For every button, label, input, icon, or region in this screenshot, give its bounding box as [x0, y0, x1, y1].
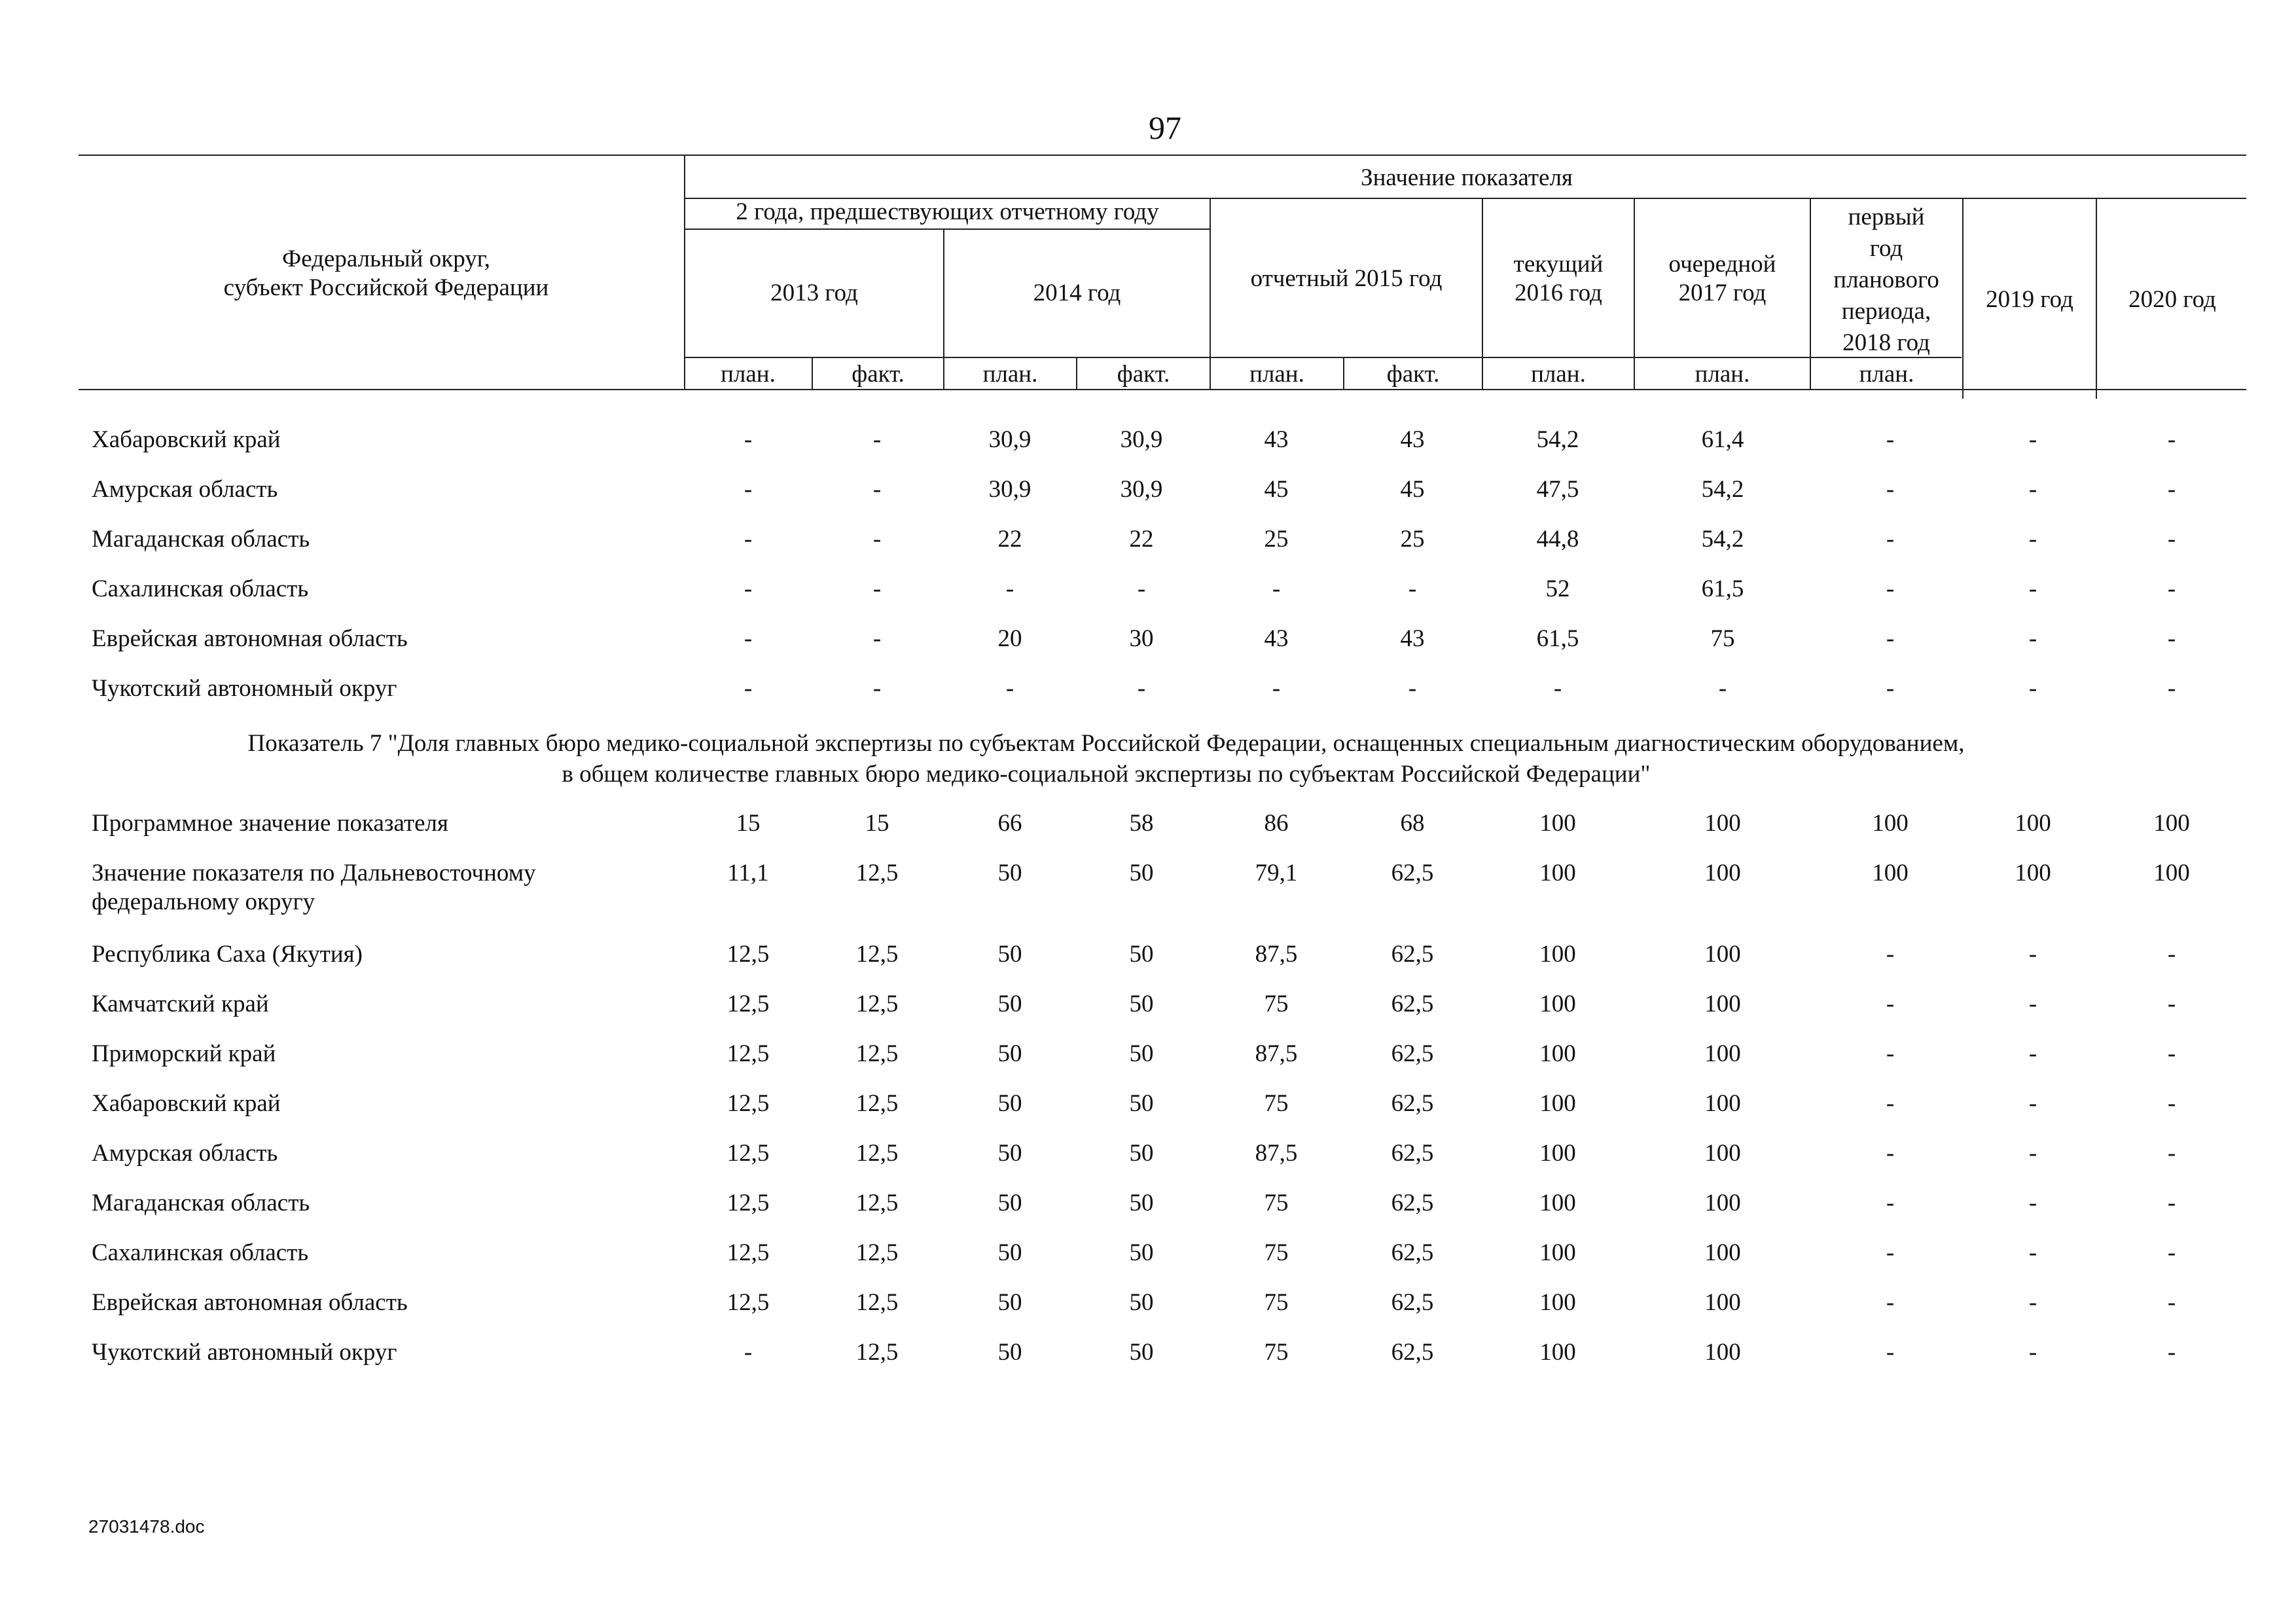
- cell-2020: -: [2167, 1239, 2176, 1266]
- cell-2020: 100: [2153, 810, 2190, 837]
- cell-2019: -: [2028, 526, 2037, 553]
- next-2017-header: очередной 2017 год: [1668, 251, 1776, 306]
- cell-2014-plan: 30,9: [988, 476, 1031, 503]
- cell-2016-plan: 52: [1545, 575, 1570, 602]
- header-bottom-rule: [79, 389, 2246, 390]
- cell-2017-plan: 75: [1710, 625, 1735, 652]
- cell-2014-plan: 50: [997, 941, 1022, 968]
- cell-2015-fact: 62,5: [1391, 1140, 1434, 1167]
- cell-2013-plan: -: [744, 675, 753, 702]
- cell-2019: -: [2028, 476, 2037, 503]
- cell-2019: -: [2028, 1289, 2037, 1316]
- row-label: Еврейская автономная область: [92, 1289, 408, 1316]
- cell-2015-plan: 43: [1264, 625, 1289, 652]
- cell-2018-plan: -: [1886, 476, 1895, 503]
- cell-2019: -: [2028, 575, 2037, 602]
- cell-2016-plan: 100: [1539, 1090, 1576, 1117]
- cell-2014-fact: 50: [1129, 941, 1154, 968]
- cell-2017-plan: 100: [1704, 1289, 1741, 1316]
- cell-2020: -: [2167, 1140, 2176, 1167]
- cell-2016-plan: 100: [1539, 810, 1576, 837]
- cell-2020: -: [2167, 575, 2176, 602]
- cell-2020: -: [2167, 625, 2176, 652]
- row-label: Программное значение показателя: [92, 810, 449, 837]
- region-name: Амурская область: [92, 476, 278, 503]
- cell-2019: 100: [2015, 860, 2051, 886]
- cell-2013-fact: 12,5: [855, 1339, 899, 1366]
- cell-2017-plan: 100: [1704, 1090, 1741, 1117]
- cell-2016-plan: 100: [1539, 1040, 1576, 1067]
- document-filename: 27031478.doc: [88, 1516, 205, 1537]
- cell-2016-plan: 100: [1539, 1289, 1576, 1316]
- cell-2020: -: [2167, 426, 2176, 453]
- cell-2018-plan: -: [1886, 1289, 1895, 1316]
- table-row: [0, 1089, 2296, 1118]
- cell-2014-fact: 50: [1129, 991, 1154, 1017]
- region-name: Сахалинская область: [92, 575, 309, 602]
- header-divider: [684, 155, 685, 389]
- cell-2013-fact: 12,5: [855, 860, 899, 886]
- indicator-7-heading: Показатель 7 "Доля главных бюро медико-социальной экспертизы по субъектам Российской Федерации, оснащенных специальным диагностическим оборудованием, в общем количестве главных бюро медико-социальной экспертизы по субъектам Российской Федерации": [247, 730, 1965, 788]
- cell-2013-fact: -: [872, 526, 882, 553]
- row-label: Чукотский автономный округ: [92, 1339, 397, 1366]
- table-row: [0, 575, 2296, 604]
- cell-2013-fact: 12,5: [855, 1289, 899, 1316]
- cell-2013-fact: -: [872, 625, 882, 652]
- cell-2018-plan: -: [1886, 941, 1895, 968]
- cell-2018-plan: -: [1886, 675, 1895, 702]
- row-label: Сахалинская область: [92, 1239, 309, 1266]
- row-label: Хабаровский край: [92, 1090, 281, 1117]
- cell-2016-plan: -: [1553, 675, 1562, 702]
- year-2014-header: 2014 год: [1033, 280, 1121, 306]
- cell-2013-fact: 12,5: [855, 1239, 899, 1266]
- table-row: [0, 674, 2296, 703]
- cell-2015-plan: 25: [1264, 526, 1289, 553]
- row-label: Магаданская область: [92, 1190, 310, 1216]
- cell-2019: 100: [2015, 810, 2051, 837]
- cell-2016-plan: 44,8: [1536, 526, 1579, 553]
- cell-2016-plan: 54,2: [1536, 426, 1579, 453]
- cell-2014-plan: 50: [997, 1190, 1022, 1216]
- cell-2013-fact: 12,5: [855, 1090, 899, 1117]
- cell-2018-plan: -: [1886, 1339, 1895, 1366]
- reporting-2015-header: отчетный 2015 год: [1250, 265, 1443, 292]
- cell-2016-plan: 100: [1539, 1190, 1576, 1216]
- cell-2014-fact: 30,9: [1120, 476, 1163, 503]
- table-row: [0, 809, 2296, 838]
- cell-2017-plan: -: [1718, 675, 1727, 702]
- cell-2015-plan: 75: [1264, 1190, 1289, 1216]
- cell-2013-plan: 12,5: [726, 991, 770, 1017]
- table-row: [0, 859, 2296, 917]
- cell-2020: -: [2167, 675, 2176, 702]
- cell-2015-plan: -: [1272, 575, 1281, 602]
- cell-2016-plan: 100: [1539, 1140, 1576, 1167]
- cell-2017-plan: 100: [1704, 860, 1741, 886]
- cell-2013-plan: 12,5: [726, 1140, 770, 1167]
- cell-2017-plan: 100: [1704, 1140, 1741, 1167]
- cell-2015-plan: 79,1: [1255, 860, 1298, 886]
- fact-label: факт.: [852, 361, 905, 388]
- header-divider: [2096, 198, 2097, 399]
- cell-2020: -: [2167, 991, 2176, 1017]
- row-label: Республика Саха (Якутия): [92, 941, 363, 968]
- cell-2013-plan: -: [744, 476, 753, 503]
- plan-label: план.: [1249, 361, 1304, 388]
- cell-2016-plan: 100: [1539, 1239, 1576, 1266]
- table-row: [0, 1288, 2296, 1317]
- cell-2020: -: [2167, 941, 2176, 968]
- cell-2017-plan: 100: [1704, 941, 1741, 968]
- cell-2015-plan: 75: [1264, 991, 1289, 1017]
- cell-2014-plan: 50: [997, 1090, 1022, 1117]
- year-2019-header: 2019 год: [1986, 286, 2073, 313]
- table-row: [0, 1040, 2296, 1068]
- cell-2015-plan: 87,5: [1255, 941, 1298, 968]
- cell-2014-fact: 50: [1129, 1140, 1154, 1167]
- cell-2015-plan: 43: [1264, 426, 1289, 453]
- cell-2019: -: [2028, 941, 2037, 968]
- cell-2014-fact: 50: [1129, 1289, 1154, 1316]
- year-2020-header: 2020 год: [2128, 286, 2216, 313]
- cell-2015-fact: 45: [1400, 476, 1425, 503]
- year-2013-header: 2013 год: [770, 280, 858, 306]
- cell-2015-fact: 62,5: [1391, 941, 1434, 968]
- cell-2014-plan: 50: [997, 991, 1022, 1017]
- cell-2014-plan: 50: [997, 1339, 1022, 1366]
- cell-2017-plan: 54,2: [1701, 476, 1744, 503]
- fact-label: факт.: [1117, 361, 1170, 388]
- cell-2013-plan: 12,5: [726, 1190, 770, 1216]
- cell-2014-plan: 30,9: [988, 426, 1031, 453]
- cell-2019: -: [2028, 426, 2037, 453]
- cell-2014-plan: 66: [997, 810, 1022, 837]
- cell-2020: -: [2167, 526, 2176, 553]
- cell-2015-fact: 62,5: [1391, 1090, 1434, 1117]
- cell-2015-fact: 68: [1400, 810, 1425, 837]
- table-row: [0, 1189, 2296, 1218]
- cell-2014-fact: -: [1137, 575, 1146, 602]
- cell-2019: -: [2028, 1239, 2037, 1266]
- cell-2013-plan: -: [744, 625, 753, 652]
- cell-2018-plan: -: [1886, 526, 1895, 553]
- row-label: Камчатский край: [92, 991, 269, 1017]
- table-row: [0, 625, 2296, 653]
- header-rule-3: [684, 357, 1962, 358]
- cell-2013-plan: 12,5: [726, 941, 770, 968]
- fact-label: факт.: [1386, 361, 1440, 388]
- cell-2013-plan: -: [744, 426, 753, 453]
- cell-2020: -: [2167, 1339, 2176, 1366]
- cell-2015-plan: 45: [1264, 476, 1289, 503]
- cell-2020: -: [2167, 1289, 2176, 1316]
- cell-2014-plan: 50: [997, 1040, 1022, 1067]
- cell-2014-fact: 30: [1129, 625, 1154, 652]
- cell-2013-plan: 12,5: [726, 1289, 770, 1316]
- cell-2017-plan: 100: [1704, 991, 1741, 1017]
- cell-2013-fact: 15: [865, 810, 889, 837]
- value-title: Значение показателя: [1361, 164, 1573, 191]
- cell-2015-fact: -: [1408, 675, 1417, 702]
- cell-2015-plan: 86: [1264, 810, 1289, 837]
- plan-label: план.: [1531, 361, 1586, 388]
- plan-label: план.: [1695, 361, 1750, 388]
- cell-2017-plan: 100: [1704, 1190, 1741, 1216]
- plan-label: план.: [721, 361, 776, 388]
- cell-2015-plan: 87,5: [1255, 1040, 1298, 1067]
- cell-2018-plan: -: [1886, 991, 1895, 1017]
- cell-2018-plan: -: [1886, 1239, 1895, 1266]
- cell-2013-plan: 12,5: [726, 1090, 770, 1117]
- cell-2015-fact: 43: [1400, 625, 1425, 652]
- cell-2013-plan: -: [744, 1339, 753, 1366]
- cell-2019: -: [2028, 625, 2037, 652]
- cell-2013-fact: 12,5: [855, 1190, 899, 1216]
- cell-2015-plan: 75: [1264, 1239, 1289, 1266]
- cell-2014-fact: 30,9: [1120, 426, 1163, 453]
- cell-2014-fact: 50: [1129, 1090, 1154, 1117]
- cell-2015-fact: 62,5: [1391, 1040, 1434, 1067]
- cell-2015-fact: 62,5: [1391, 1190, 1434, 1216]
- cell-2020: -: [2167, 1040, 2176, 1067]
- cell-2013-fact: 12,5: [855, 991, 899, 1017]
- header-divider: [1962, 198, 1964, 399]
- row-label: Значение показателя по Дальневосточному федеральному округу: [92, 860, 536, 915]
- cell-2018-plan: -: [1886, 1090, 1895, 1117]
- cell-2014-plan: -: [1005, 675, 1014, 702]
- cell-2014-plan: 50: [997, 860, 1022, 886]
- cell-2018-plan: -: [1886, 575, 1895, 602]
- cell-2015-fact: 62,5: [1391, 1339, 1434, 1366]
- cell-2019: -: [2028, 675, 2037, 702]
- table-row: [0, 1139, 2296, 1168]
- table-row: [0, 940, 2296, 969]
- cell-2014-plan: -: [1005, 575, 1014, 602]
- cell-2014-fact: 50: [1129, 1040, 1154, 1067]
- region-name: Хабаровский край: [92, 426, 281, 453]
- cell-2014-plan: 50: [997, 1239, 1022, 1266]
- region-name: Еврейская автономная область: [92, 625, 408, 652]
- table-row: [0, 1239, 2296, 1267]
- cell-2015-plan: 87,5: [1255, 1140, 1298, 1167]
- cell-2014-fact: 50: [1129, 1190, 1154, 1216]
- cell-2020: -: [2167, 1090, 2176, 1117]
- cell-2013-plan: -: [744, 526, 753, 553]
- cell-2016-plan: 61,5: [1536, 625, 1579, 652]
- cell-2017-plan: 54,2: [1701, 526, 1744, 553]
- cell-2015-plan: 75: [1264, 1090, 1289, 1117]
- table-row: [0, 525, 2296, 554]
- cell-2013-plan: 11,1: [727, 860, 769, 886]
- cell-2015-fact: -: [1408, 575, 1417, 602]
- cell-2016-plan: 47,5: [1536, 476, 1579, 503]
- prior-years-header: 2 года, предшествующих отчетному году: [736, 198, 1159, 225]
- cell-2017-plan: 61,4: [1701, 426, 1744, 453]
- cell-2018-plan: 100: [1872, 810, 1909, 837]
- cell-2014-fact: 22: [1129, 526, 1154, 553]
- cell-2013-plan: 12,5: [726, 1239, 770, 1266]
- cell-2013-fact: -: [872, 426, 882, 453]
- cell-2015-fact: 62,5: [1391, 860, 1434, 886]
- cell-2019: -: [2028, 991, 2037, 1017]
- table-row: [0, 990, 2296, 1019]
- cell-2019: -: [2028, 1140, 2037, 1167]
- cell-2015-plan: 75: [1264, 1289, 1289, 1316]
- region-name: Магаданская область: [92, 526, 310, 553]
- cell-2013-fact: -: [872, 476, 882, 503]
- cell-2013-fact: -: [872, 675, 882, 702]
- plan-label: план.: [982, 361, 1038, 388]
- cell-2013-fact: 12,5: [855, 1040, 899, 1067]
- cell-2017-plan: 61,5: [1701, 575, 1744, 602]
- cell-2018-plan: -: [1886, 1140, 1895, 1167]
- header-rule-2: [684, 228, 1211, 230]
- cell-2015-fact: 62,5: [1391, 991, 1434, 1017]
- cell-2014-fact: 58: [1129, 810, 1154, 837]
- cell-2016-plan: 100: [1539, 991, 1576, 1017]
- cell-2020: -: [2167, 1190, 2176, 1216]
- table-top-rule: [79, 155, 2246, 156]
- cell-2014-plan: 50: [997, 1140, 1022, 1167]
- cell-2015-plan: 75: [1264, 1339, 1289, 1366]
- cell-2015-plan: -: [1272, 675, 1281, 702]
- cell-2013-fact: 12,5: [855, 941, 899, 968]
- cell-2013-plan: 15: [736, 810, 761, 837]
- cell-2019: -: [2028, 1090, 2037, 1117]
- cell-2015-fact: 43: [1400, 426, 1425, 453]
- cell-2016-plan: 100: [1539, 1339, 1576, 1366]
- cell-2020: 100: [2153, 860, 2190, 886]
- cell-2019: -: [2028, 1339, 2037, 1366]
- cell-2019: -: [2028, 1040, 2037, 1067]
- cell-2017-plan: 100: [1704, 1040, 1741, 1067]
- cell-2018-plan: -: [1886, 1040, 1895, 1067]
- cell-2013-fact: 12,5: [855, 1140, 899, 1167]
- current-2016-header: текущий 2016 год: [1513, 251, 1604, 306]
- cell-2018-plan: -: [1886, 1190, 1895, 1216]
- cell-2014-fact: 50: [1129, 1239, 1154, 1266]
- cell-2013-plan: 12,5: [726, 1040, 770, 1067]
- cell-2014-plan: 22: [997, 526, 1022, 553]
- cell-2018-plan: -: [1886, 625, 1895, 652]
- row-label: Приморский край: [92, 1040, 276, 1067]
- cell-2019: -: [2028, 1190, 2037, 1216]
- cell-2014-plan: 50: [997, 1289, 1022, 1316]
- cell-2014-fact: 50: [1129, 1339, 1154, 1366]
- cell-2015-fact: 25: [1400, 526, 1425, 553]
- cell-2018-plan: -: [1886, 426, 1895, 453]
- cell-2018-plan: 100: [1872, 860, 1909, 886]
- table-row: [0, 475, 2296, 504]
- cell-2015-fact: 62,5: [1391, 1289, 1434, 1316]
- table-row: [0, 426, 2296, 454]
- first-plan-year-header: первый год планового периода, 2018 год: [1833, 204, 1939, 356]
- page-number: 97: [1149, 109, 1181, 146]
- region-column-header: Федеральный округ, субъект Российской Федерации: [223, 246, 549, 301]
- cell-2014-fact: 50: [1129, 860, 1154, 886]
- plan-label: план.: [1859, 361, 1914, 388]
- cell-2013-plan: -: [744, 575, 753, 602]
- cell-2017-plan: 100: [1704, 1339, 1741, 1366]
- cell-2016-plan: 100: [1539, 941, 1576, 968]
- cell-2017-plan: 100: [1704, 810, 1741, 837]
- cell-2015-fact: 62,5: [1391, 1239, 1434, 1266]
- region-name: Чукотский автономный округ: [92, 675, 397, 702]
- cell-2020: -: [2167, 476, 2176, 503]
- table-row: [0, 1338, 2296, 1367]
- cell-2014-fact: -: [1137, 675, 1146, 702]
- cell-2014-plan: 20: [997, 625, 1022, 652]
- cell-2017-plan: 100: [1704, 1239, 1741, 1266]
- row-label: Амурская область: [92, 1140, 278, 1167]
- cell-2016-plan: 100: [1539, 860, 1576, 886]
- cell-2013-fact: -: [872, 575, 882, 602]
